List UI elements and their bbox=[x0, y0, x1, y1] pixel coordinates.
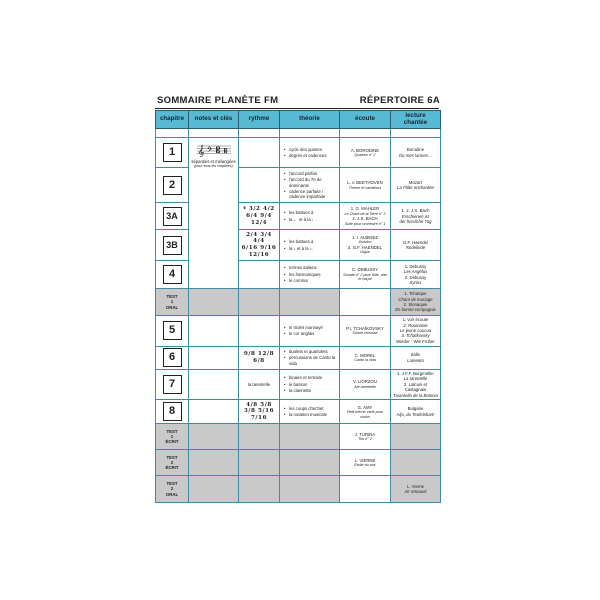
theorie-list bbox=[282, 147, 337, 159]
lecture-line: Wieder · Wie Früher bbox=[396, 338, 435, 344]
theorie-item: • cycle des quintes bbox=[289, 147, 337, 152]
lecture-line: Rodelinde bbox=[405, 245, 426, 251]
theorie-item: • les battues à bbox=[289, 210, 337, 215]
chapter-number-box: 8 bbox=[163, 402, 182, 421]
theorie-item: • le triolet monnayé bbox=[289, 325, 337, 330]
rythme-cell bbox=[239, 476, 280, 503]
ecoute-cell bbox=[340, 450, 391, 476]
ecoute-line: Aïe tarentelle bbox=[354, 384, 376, 389]
rythme-cell bbox=[239, 424, 280, 450]
theorie-cell bbox=[280, 261, 340, 289]
theorie-list bbox=[282, 375, 337, 393]
chapter-number-box: 4 bbox=[163, 265, 182, 284]
chapter-number-box: 5 bbox=[163, 321, 182, 340]
ecoute-line: C. MOREL bbox=[354, 352, 376, 358]
ecoute-line: P.I. TCHAÏKOVSKY bbox=[346, 325, 384, 331]
col-rythme: rythme bbox=[239, 111, 280, 129]
chapter-cell bbox=[156, 288, 189, 315]
notes-cell-empty bbox=[189, 476, 239, 503]
lecture-line: Italie bbox=[410, 352, 421, 358]
col-chapitre: chapitre bbox=[156, 111, 189, 129]
ecoute-cell bbox=[340, 138, 391, 168]
ecoute-line: 1. I. ALBENIZ bbox=[351, 235, 379, 241]
svg-text:𝄡: 𝄡 bbox=[223, 148, 227, 156]
theorie-item: • la notation musicale bbox=[289, 412, 337, 417]
lecture-line: La tarentelle bbox=[403, 376, 428, 382]
lecture-line: Lamento bbox=[407, 357, 424, 363]
theorie-list bbox=[282, 210, 337, 222]
theorie-cell bbox=[280, 400, 340, 424]
theorie-list bbox=[282, 265, 337, 283]
rythme-value: 𝄴 3/2 4/2 bbox=[243, 206, 275, 213]
chapter-cell bbox=[156, 230, 189, 261]
notes-cell-empty bbox=[189, 424, 239, 450]
rythme-cell bbox=[239, 450, 280, 476]
theorie-cell bbox=[280, 424, 340, 450]
lecture-line: Tarantella de la Bolonia bbox=[393, 392, 438, 398]
chapter-number-box: 3A bbox=[163, 207, 182, 226]
lecture-line: Borodine bbox=[406, 147, 425, 153]
theorie-item: • le basson bbox=[289, 382, 337, 387]
lecture-line: Où mes larmes… bbox=[398, 152, 433, 158]
lecture-line: 3. Tchaïkovsky bbox=[401, 333, 430, 339]
theorie-cell bbox=[280, 168, 340, 203]
chapter-cell bbox=[156, 138, 189, 168]
rythme-cell bbox=[239, 230, 280, 261]
test-label-line: 2 bbox=[170, 486, 174, 492]
theorie-item: • l'accord parfait bbox=[289, 171, 337, 176]
lecture-line: Le jeune coucou bbox=[399, 328, 432, 334]
lecture-line: Alja, du Teufelsbart! bbox=[396, 411, 435, 417]
ecoute-cell bbox=[340, 203, 391, 230]
theorie-cell bbox=[280, 315, 340, 346]
ecoute-cell bbox=[340, 476, 391, 503]
ecoute-cell bbox=[340, 168, 391, 203]
lecture-line: 1. J.F.F. Burgmüller bbox=[397, 371, 434, 377]
ecoute-cell bbox=[340, 346, 391, 369]
test-label-line: TEST bbox=[166, 480, 178, 486]
ecoute-line: Gigue bbox=[360, 250, 370, 255]
ecoute-cell bbox=[340, 369, 391, 400]
lecture-line: 1. voir écoute bbox=[402, 317, 429, 323]
theorie-item: • les harmoniques bbox=[289, 272, 337, 277]
ecoute-line: V. LIORZOU bbox=[353, 379, 377, 385]
rythme-value: 2/4 3/4 4/4 bbox=[246, 231, 272, 245]
lecture-cell bbox=[391, 315, 441, 346]
ecoute-cell bbox=[340, 315, 391, 346]
lecture-line: Mozart bbox=[408, 179, 423, 185]
theorie-item: • termes italiens bbox=[289, 265, 337, 270]
col-notes: notes et clés bbox=[189, 111, 239, 129]
ecoute-line: Thème et variations bbox=[348, 185, 382, 190]
test-label-line: ÉCRIT bbox=[165, 439, 179, 445]
test-label-line: ÉCRIT bbox=[165, 465, 179, 471]
chapter-cell bbox=[156, 369, 189, 400]
ecoute-line: 2. J.S. BACH bbox=[352, 216, 378, 222]
rythme-cell bbox=[239, 346, 280, 369]
lecture-line: 1. Tchaïque bbox=[404, 291, 427, 297]
table-row bbox=[156, 424, 441, 450]
ecoute-cell bbox=[340, 400, 391, 424]
chapter-number-box: 1 bbox=[163, 143, 182, 162]
theorie-item: • la ♪ et à la ♪. bbox=[289, 246, 337, 251]
lecture-line: En bonne compagnie bbox=[395, 307, 436, 313]
ecoute-line: Quatuor n° 2 bbox=[354, 153, 376, 158]
lecture-line: 2. Debussy bbox=[404, 274, 427, 280]
ecoute-line: L. VIERNE bbox=[354, 457, 376, 463]
theorie-item: • la clarinette bbox=[289, 388, 337, 393]
theorie-list bbox=[282, 406, 337, 418]
lecture-line: 2. Lalcuni et Castagnaie bbox=[403, 381, 428, 393]
rythme-value: 9/8 12/8 6/8 bbox=[243, 350, 275, 364]
theorie-item: • les coups d'archet bbox=[289, 406, 337, 411]
theorie-cell bbox=[280, 138, 340, 168]
repertoire-title: RÉPERTOIRE 6A bbox=[359, 95, 440, 106]
chapter-cell bbox=[156, 203, 189, 230]
lecture-cell bbox=[391, 230, 441, 261]
ecoute-line: A. BORODINE bbox=[350, 147, 380, 153]
table-row bbox=[156, 288, 441, 315]
test-label-line: TEST bbox=[166, 428, 178, 434]
lecture-line: Bulgarie bbox=[407, 406, 424, 412]
chapter-number-box: 3B bbox=[163, 236, 182, 255]
ecoute-line: C. DEBUSSY bbox=[351, 267, 379, 273]
chapter-cell bbox=[156, 476, 189, 503]
test-label-line: ORAL bbox=[165, 304, 179, 310]
lecture-line: 1. Debussy bbox=[404, 263, 427, 269]
rythme-cell bbox=[239, 315, 280, 346]
svg-text:𝄢: 𝄢 bbox=[206, 146, 212, 156]
lecture-cell bbox=[391, 369, 441, 400]
ecoute-cell bbox=[340, 261, 391, 289]
chapter-cell bbox=[156, 261, 189, 289]
lecture-line: 2. Roumanie bbox=[403, 322, 428, 328]
theorie-cell bbox=[280, 346, 340, 369]
summary-table bbox=[155, 110, 441, 503]
ecoute-line: 2. G.F. HAENDEL bbox=[347, 245, 383, 251]
col-theorie: théorie bbox=[280, 111, 340, 129]
page-title: SOMMAIRE PLANÈTE FM bbox=[157, 95, 279, 106]
theorie-item: • degrés et cadences bbox=[289, 153, 337, 158]
test-label-line: TEST bbox=[166, 454, 178, 460]
ecoute-line: Sonate n° 2 pour flûte, alto et harpe bbox=[343, 272, 387, 282]
theorie-item: • le comma bbox=[289, 278, 337, 283]
ecoute-line: Etoile du soir bbox=[354, 462, 376, 467]
lecture-cell bbox=[391, 288, 441, 315]
rythme-value: la tarentelle bbox=[247, 381, 271, 387]
ecoute-line: Zortzico bbox=[358, 240, 372, 245]
notes-cell-empty bbox=[189, 288, 239, 315]
lecture-cell bbox=[391, 261, 441, 289]
theorie-item: • duolets et quartolets bbox=[289, 349, 337, 354]
notes-cell-empty bbox=[189, 346, 239, 369]
rythme-cell bbox=[239, 138, 280, 168]
test-label-line: ORAL bbox=[165, 491, 179, 497]
lecture-line: L. Vierne bbox=[406, 483, 425, 489]
table-row bbox=[156, 138, 441, 168]
chapter-cell bbox=[156, 346, 189, 369]
theorie-list bbox=[282, 239, 337, 251]
lecture-cell bbox=[391, 476, 441, 503]
chapter-number-box: 2 bbox=[163, 176, 182, 195]
col-lecture: lecture chantée bbox=[391, 111, 441, 129]
ecoute-line: Canto la vida bbox=[354, 357, 376, 362]
lecture-cell bbox=[391, 346, 441, 369]
ecoute-line: G. AMY bbox=[357, 404, 373, 410]
chapter-cell bbox=[156, 315, 189, 346]
ecoute-line: Sonne chinoise bbox=[352, 331, 378, 336]
rythme-cell bbox=[239, 261, 280, 289]
rythme-value: 4/8 5/8 3/8 5/16 7/16 bbox=[243, 401, 275, 422]
theorie-item: • cadence parfaite / cadence imparfaite bbox=[289, 189, 337, 200]
lecture-line: Erschienen ist bbox=[402, 213, 429, 219]
theorie-cell bbox=[280, 230, 340, 261]
rythme-cell bbox=[239, 400, 280, 424]
lecture-line: 1. 2. J.S. Bach bbox=[401, 208, 430, 214]
lecture-cell bbox=[391, 168, 441, 203]
lecture-line: Chant de mariage bbox=[398, 296, 433, 302]
rythme-cell bbox=[239, 203, 280, 230]
rythme-value: 6/16 9/16 12/16 bbox=[241, 245, 277, 258]
col-ecoute: écoute bbox=[340, 111, 391, 129]
ecoute-line: Suite pour orchestre n° 1 bbox=[344, 221, 386, 226]
svg-text:𝄡: 𝄡 bbox=[215, 146, 220, 156]
theorie-cell bbox=[280, 476, 340, 503]
table-row bbox=[156, 476, 441, 503]
lecture-line: Syrinx bbox=[409, 279, 422, 285]
title-rule bbox=[155, 108, 439, 109]
theorie-item: • l'accord du 7e de dominante bbox=[289, 177, 337, 188]
ecoute-line: J. TURINA bbox=[354, 431, 376, 437]
chapter-number-box: 6 bbox=[163, 348, 182, 367]
lecture-line: Les Angélus bbox=[403, 269, 428, 275]
theorie-item: • les battues à bbox=[289, 239, 337, 244]
notes-cell-empty bbox=[189, 315, 239, 346]
rythme-value: 6/4 9/4 12/4 bbox=[246, 212, 272, 226]
chapter-cell bbox=[156, 450, 189, 476]
spacer-row bbox=[156, 129, 441, 138]
ecoute-line: Trio n° 2 bbox=[358, 437, 372, 442]
rythme-cell bbox=[239, 168, 280, 203]
table-header-row bbox=[156, 111, 441, 129]
lecture-line: der herrliche Tag bbox=[399, 218, 432, 224]
theorie-cell bbox=[280, 203, 340, 230]
chapter-number-box: 7 bbox=[163, 375, 182, 394]
rythme-cell bbox=[239, 288, 280, 315]
rythme-cell bbox=[239, 369, 280, 400]
notes-caption: sépanties et mélangées bbox=[191, 158, 236, 164]
table-row bbox=[156, 450, 441, 476]
clefs-icon bbox=[195, 143, 233, 157]
notes-cell-empty bbox=[189, 400, 239, 424]
test-label-line: 2 bbox=[170, 459, 174, 465]
notes-cell-empty bbox=[189, 369, 239, 400]
lecture-line: Air retrouvé bbox=[404, 489, 427, 494]
test-label-line: 1 bbox=[170, 299, 174, 305]
chapter-cell bbox=[156, 424, 189, 450]
test-label-line: TEST bbox=[166, 293, 178, 299]
lecture-line: La Flûte enchantée bbox=[397, 185, 434, 191]
notes-cell-empty bbox=[189, 450, 239, 476]
theorie-cell bbox=[280, 288, 340, 315]
lecture-cell bbox=[391, 138, 441, 168]
theorie-cell bbox=[280, 369, 340, 400]
theorie-item: • le cor anglais bbox=[289, 331, 337, 336]
table-row bbox=[156, 400, 441, 424]
lecture-cell bbox=[391, 400, 441, 424]
table-row bbox=[156, 369, 441, 400]
theorie-list bbox=[282, 171, 337, 200]
theorie-list bbox=[282, 325, 337, 337]
ecoute-cell bbox=[340, 424, 391, 450]
lecture-line: G.F. Haendel bbox=[402, 239, 429, 245]
ecoute-line: 1. G. MAHLER bbox=[350, 206, 380, 212]
theorie-item: • percussions de Canto la vida bbox=[289, 355, 337, 366]
lecture-line: 2. Slonaquie bbox=[403, 301, 428, 307]
ecoute-cell bbox=[340, 288, 391, 315]
notes-caption-small: (pour tous les chapitres) bbox=[194, 163, 233, 168]
svg-text:𝄞: 𝄞 bbox=[197, 145, 205, 158]
ecoute-line: Le Chant de la Terre n° 2 bbox=[344, 211, 386, 216]
notes-cell bbox=[189, 138, 239, 289]
test-label-line: 1 bbox=[170, 434, 174, 440]
lecture-cell bbox=[391, 203, 441, 230]
chapter-cell bbox=[156, 400, 189, 424]
theorie-cell bbox=[280, 450, 340, 476]
theorie-list bbox=[282, 349, 337, 366]
ecoute-line: Petit thème varié pour violon bbox=[346, 409, 384, 419]
chapter-cell bbox=[156, 168, 189, 203]
table-row bbox=[156, 315, 441, 346]
table-row bbox=[156, 346, 441, 369]
lecture-cell bbox=[391, 450, 441, 476]
theorie-item: • la ♩ et à la ♩. bbox=[289, 217, 337, 222]
lecture-cell bbox=[391, 424, 441, 450]
ecoute-cell bbox=[340, 230, 391, 261]
ecoute-line: L. v. BEETHOVEN bbox=[347, 180, 383, 186]
theorie-item: • binaire et ternaire bbox=[289, 375, 337, 380]
